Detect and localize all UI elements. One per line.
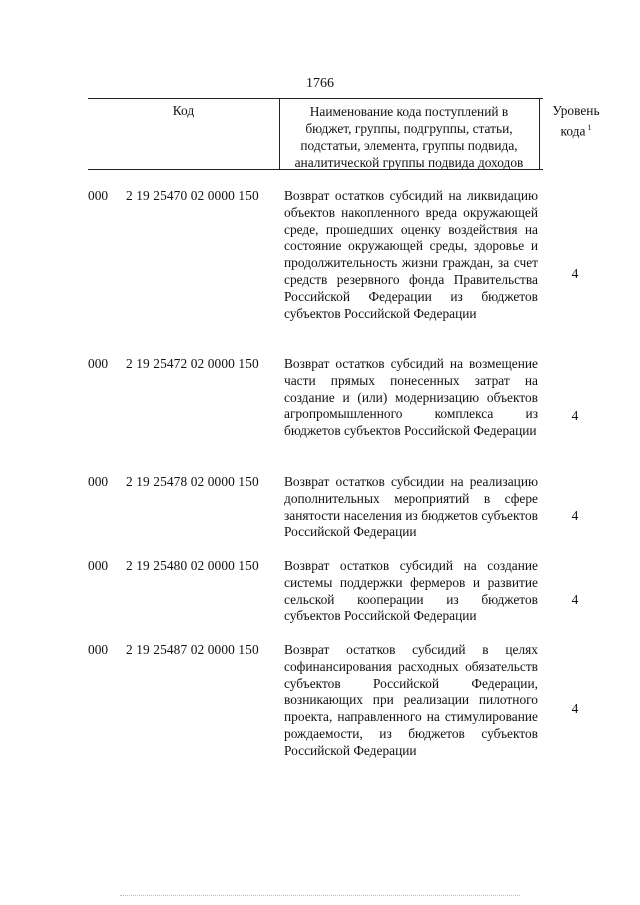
prefix-code: 000 [88,188,109,203]
revenue-code: 2 19 25487 02 0000 150 [126,642,259,657]
page-number: 1766 [306,76,334,91]
revenue-code: 2 19 25472 02 0000 150 [126,356,259,371]
prefix-code: 000 [88,474,109,489]
prefix-code: 000 [88,356,109,371]
level-code: 4 [571,592,579,607]
description: Возврат остатков субсидий в целях софинансирования расходных обязательств субъектов Российской Федерации, возникающих при реализации пилотного проекта, направленного на стимулирование рождаемости, из бюджетов субъектов Российской Федерации [284,642,538,758]
level-code: 4 [571,508,579,523]
revenue-code: 2 19 25470 02 0000 150 [126,188,259,203]
header-code: Код [172,103,195,118]
description: Возврат остатков субсидий на ликвидацию объектов накопленного вреда окружающей среде, прошедших оценку воздействия на состояние окружающей среды, здоровье и продолжительность жизни граждан, за счет средств резервного фонда Правительства Российской Федерации из бюджетов субъектов Российской Федерации [284,188,538,321]
revenue-code: 2 19 25480 02 0000 150 [126,558,259,573]
header-divider [539,99,540,169]
prefix-code: 000 [88,558,109,573]
level-code: 4 [571,266,579,281]
header-name: Наименование кода поступлений в бюджет, группы, подгруппы, статьи, подстатьи, элемента, группы подвида, аналитической группы подвида доходов [294,104,524,170]
revenue-code: 2 19 25478 02 0000 150 [126,474,259,489]
level-code: 4 [571,701,579,716]
page-edge-mark [120,895,520,897]
description: Возврат остатков субсидий на создание системы поддержки фермеров и развитие сельской кооперации из бюджетов субъектов Российской Федерации [284,558,538,624]
description: Возврат остатков субсидии на реализацию дополнительных мероприятий в сфере занятости населения из бюджетов субъектов Российской Федерации [284,474,538,540]
level-code: 4 [571,408,579,423]
prefix-code: 000 [88,642,109,657]
header-level: Уровень кода $^1$ [552,103,600,139]
table-header [88,98,543,170]
description: Возврат остатков субсидий на возмещение части прямых понесенных затрат на создание и (или) модернизацию объектов агропромышленного комплекса из бюджетов субъектов Российской Федерации [284,356,538,439]
